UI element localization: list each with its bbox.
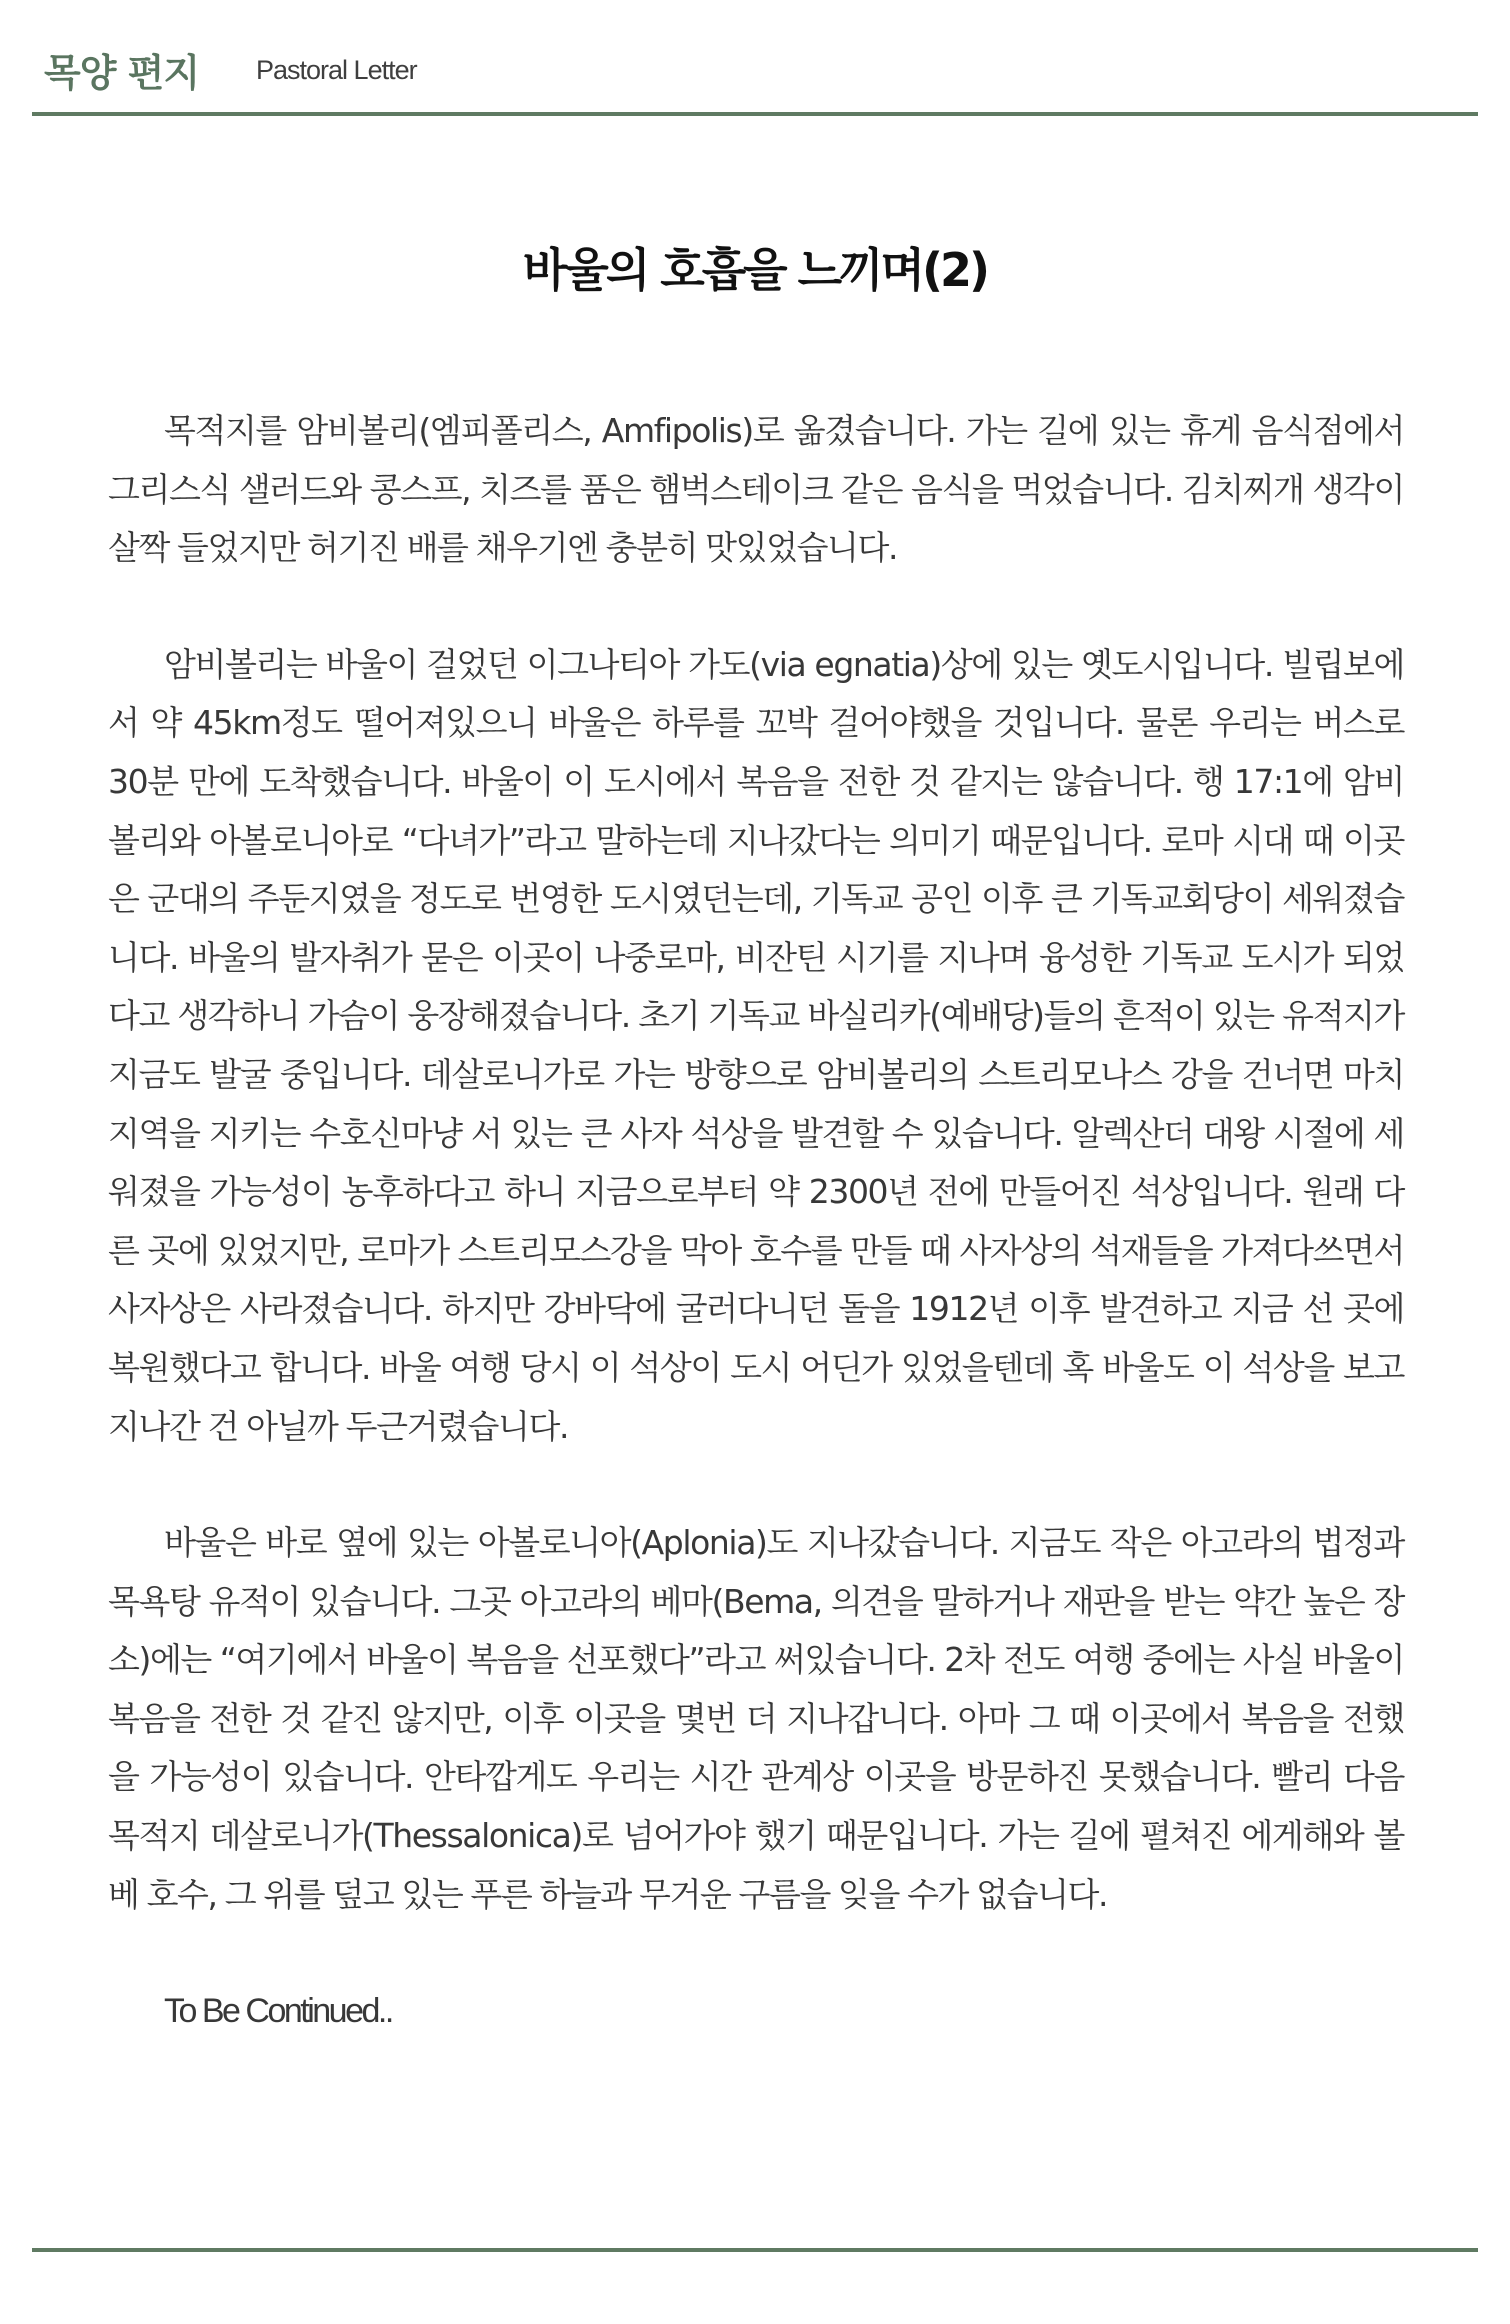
- article-title: 바울의 호흡을 느끼며(2): [522, 243, 987, 297]
- article-body: [108, 402, 1404, 2040]
- closing-line: To Be Continued..: [164, 1992, 392, 2031]
- footer-divider: [32, 2248, 1478, 2252]
- paragraph-2: 암비볼리는 바울이 걸었던 이그나티아 가도(via egnatia)상에 있는 옛도시입니다. 빌립보에서 약 45km정도 떨어져있으니 바울은 하루를 꼬박 걸어야했을 것입니다. 물론 우리는 버스로 30분 만에 도착했습니다. 바울이 이 도시에서 복음을 전한 것 같지는 않습니다. 행 17:1에 암비볼리와 아볼로니아로 “다녀가”라고 말하는데 지나갔다는 의미기 때문입니다. 로마 시대 때 이곳은 군대의 주둔지였을 정도로 번영한 도시였던는데, 기독교 공인 이후 큰 기독교회당이 세워졌습니다. 바울의 발자취가 묻은 이곳이 나중로마, 비잔틴 시기를 지나며 융성한 기독교 도시가 되었다고 생각하니 가슴이 웅장해졌습니다. 초기 기독교 바실리카(예배당)들의 흔적이 있는 유적지가 지금도 발굴 중입니다. 데살로니가로 가는 방향으로 암비볼리의 스트리모나스 강을 건너면 마치 지역을 지키는 수호신마냥 서 있는 큰 사자 석상을 발견할 수 있습니다. 알렉산더 대왕 시절에 세워졌을 가능성이 농후하다고 하니 지금으로부터 약 2300년 전에 만들어진 석상입니다. 원래 다른 곳에 있었지만, 로마가 스트리모스강을 막아 호수를 만들 때 사자상의 석재들을 가져다쓰면서 사자상은 사라졌습니다. 하지만 강바닥에 굴러다니던 돌을 1912년 이후 발견하고 지금 선 곳에 복원했다고 합니다. 바울 여행 당시 이 석상이 도시 어딘가 있었을텐데 혹 바울도 이 석상을 보고 지나간 건 아닐까 두근거렸습니다.: [108, 644, 1404, 1446]
- header-title-english: Pastoral Letter: [256, 55, 417, 85]
- paragraph-1: 목적지를 암비볼리(엠피폴리스, Amfipolis)로 옮겼습니다. 가는 길에 있는 휴게 음식점에서 그리스식 샐러드와 콩스프, 치즈를 품은 햄벅스테이크 같은 음식을 먹었습니다. 김치찌개 생각이 살짝 들었지만 허기진 배를 채우기엔 충분히 맛있었습니다.: [108, 411, 1404, 568]
- paragraph-3: 바울은 바로 옆에 있는 아볼로니아(Aplonia)도 지나갔습니다. 지금도 작은 아고라의 법정과 목욕탕 유적이 있습니다. 그곳 아고라의 베마(Bema, 의견을 말하거나 재판을 받는 약간 높은 장소)에는 “여기에서 바울이 복음을 선포했다”라고 써있습니다. 2차 전도 여행 중에는 사실 바울이 복음을 전한 것 같진 않지만, 이후 이곳을 몇번 더 지나갑니다. 아마 그 때 이곳에서 복음을 전했을 가능성이 있습니다. 안타깝게도 우리는 시간 관계상 이곳을 방문하진 못했습니다. 빨리 다음 목적지 데살로니가(Thessalonica)로 넘어가야 했기 때문입니다. 가는 길에 펼쳐진 에게해와 볼베 호수, 그 위를 덮고 있는 푸른 하늘과 무거운 구름을 잊을 수가 없습니다.: [108, 1523, 1404, 1914]
- page-header: [32, 30, 1478, 116]
- header-title-korean: 목양 편지: [44, 51, 200, 95]
